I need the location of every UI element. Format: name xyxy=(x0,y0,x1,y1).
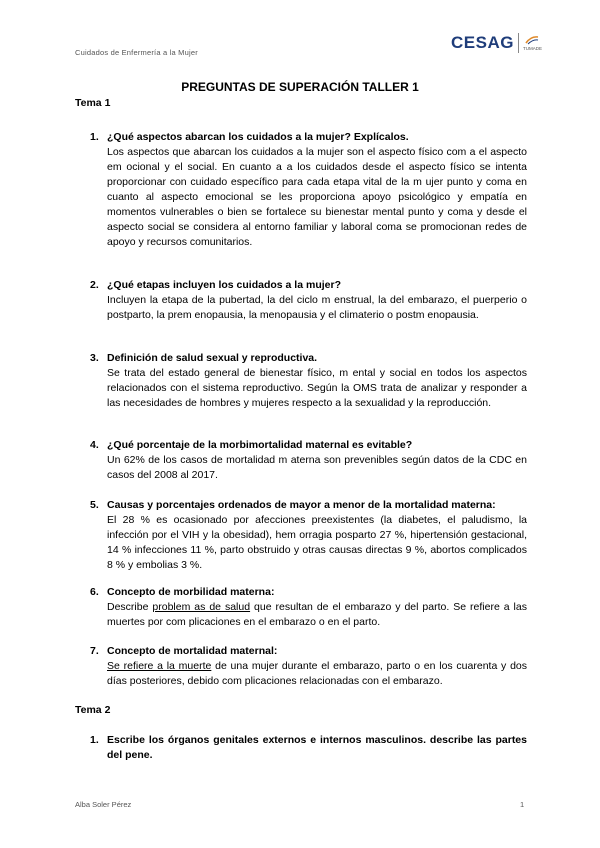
underlined-phrase: problem as de salud xyxy=(152,601,251,613)
question-item-tema2-1 xyxy=(90,733,527,763)
question-number: 1. xyxy=(90,734,99,746)
answer-text: Se refiere a la muerte de una mujer durante el embarazo, parto o en los cuarenta y dos días posteriores, debido com plicaciones relacionadas con el embarazo. xyxy=(107,660,527,687)
question-text: Causas y porcentajes ordenados de mayor a menor de la mortalidad materna: xyxy=(107,499,496,511)
answer-text: El 28 % es ocasionado por afecciones preexistentes (la diabetes, el paludismo, la infección por el VIH y la obesidad), hem orragia posparto 27 %, hipertensión gestacional, 14 % infecciones 11 %, parto obstruido y otras causas directas 9 %, abortos complicados 8 % y embolias 3 %. xyxy=(107,514,527,571)
question-item-2 xyxy=(90,278,527,323)
question-number: 7. xyxy=(90,645,99,657)
cesag-logo xyxy=(451,33,542,53)
header-text: Cuidados de Enfermería a la Mujer xyxy=(75,48,198,57)
logo-text: CESAG xyxy=(451,33,514,52)
question-item-4 xyxy=(90,438,527,483)
question-text: Concepto de mortalidad maternal: xyxy=(107,645,278,657)
question-item-7 xyxy=(90,644,527,689)
logo-divider xyxy=(518,33,519,53)
section-heading-tema-1: Tema 1 xyxy=(75,97,111,109)
question-text: Escribe los órganos genitales externos e internos masculinos. describe las partes del pene. xyxy=(107,734,527,761)
question-number: 4. xyxy=(90,439,99,451)
question-text: ¿Qué aspectos abarcan los cuidados a la mujer? Explícalos. xyxy=(107,131,409,143)
logo-mark xyxy=(523,35,542,51)
question-number: 3. xyxy=(90,352,99,364)
swoosh-icon xyxy=(525,35,539,45)
question-item-1 xyxy=(90,130,527,250)
question-item-6 xyxy=(90,585,527,630)
answer-text: Describe problem as de salud que resultan de el embarazo y del parto. Se refiere a las muertes por com plicaciones en el embarazo o en el parto. xyxy=(107,601,527,628)
question-text: ¿Qué etapas incluyen los cuidados a la mujer? xyxy=(107,279,341,291)
answer-text: Los aspectos que abarcan los cuidados a la mujer son el aspecto físico com a el aspecto em ocional y el social. En cuanto a a los cuidados desde el aspecto físico se intenta proporcionar con cuidado específico para cada etapa vital de la m ujer punto y coma en cuanto al aspecto emocional se les proporciona apoyo psicológico y empatía en momentos vulnerables o bien se fortalece su bienestar mental punto y coma y desde el aspecto social se considera al entorno familiar y laboral coma se promocionan redes de apoyo y recursos comunitarios. xyxy=(107,146,527,248)
question-text: ¿Qué porcentaje de la morbimortalidad maternal es evitable? xyxy=(107,439,413,451)
question-text: Concepto de morbilidad materna: xyxy=(107,586,275,598)
page-number: 1 xyxy=(520,800,525,809)
question-number: 1. xyxy=(90,131,99,143)
section-heading-tema-2: Tema 2 xyxy=(75,704,111,716)
footer-author: Alba Soler Pérez xyxy=(75,800,132,809)
answer-text: Un 62% de los casos de mortalidad m aterna son prevenibles según datos de la CDC en casos del 2008 al 2017. xyxy=(107,454,527,481)
question-item-3 xyxy=(90,351,527,411)
page-title: PREGUNTAS DE SUPERACIÓN TALLER 1 xyxy=(181,80,419,94)
underlined-phrase: Se refiere a la muerte xyxy=(107,660,212,672)
answer-text: Incluyen la etapa de la pubertad, la del ciclo m enstrual, la del embarazo, el puerperio o postparto, la prem enopausia, la menopausia y el climaterio o postm enopausia. xyxy=(107,294,527,321)
question-number: 6. xyxy=(90,586,99,598)
logo-subtext: TUMADE xyxy=(522,46,542,51)
question-item-5 xyxy=(90,498,527,573)
answer-text: Se trata del estado general de bienestar físico, m ental y social en todos los aspectos relacionados con el sistema reproductivo. Según la OMS trata de analizar y responder a las necesidades de hombres y mujeres respecto a la sexualidad y la reproducción. xyxy=(107,367,527,409)
question-text: Definición de salud sexual y reproductiva. xyxy=(107,352,318,364)
question-number: 5. xyxy=(90,499,99,511)
question-number: 2. xyxy=(90,279,99,291)
